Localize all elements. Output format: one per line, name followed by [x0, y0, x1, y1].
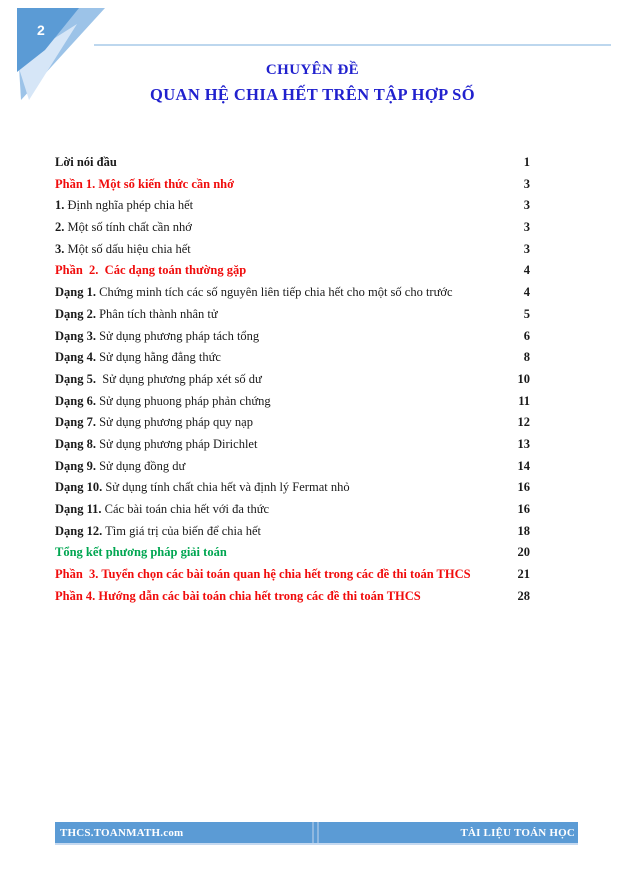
document-title: [0, 59, 625, 109]
footer-bar: [55, 822, 578, 845]
toc-entry-title: Phân tích thành nhân tử: [95, 306, 218, 321]
page-number: 2: [37, 22, 45, 38]
toc-row: [55, 502, 530, 524]
toc-page-number: 18: [517, 523, 530, 538]
toc-entry-prefix: Phần 2. Các dạng toán thường gặp: [55, 263, 247, 278]
toc-page-number: 3: [523, 198, 530, 213]
toc-entry-prefix: Phần 4. Hướng dẫn các bài toán chia hết trong các đề thi toán THCS: [55, 588, 421, 603]
toc-entry-text: [55, 329, 484, 344]
toc-row: [55, 263, 530, 285]
toc-entry-text: [55, 589, 484, 604]
toc-row: [55, 329, 530, 351]
toc-entry-prefix: Dạng 10.: [55, 480, 103, 495]
toc-row: [55, 307, 530, 329]
toc-entry-title: Các bài toán chia hết với đa thức: [101, 502, 270, 516]
toc-entry-prefix: 3.: [55, 241, 65, 256]
toc-entry-title: Một số dấu hiệu chia hết: [64, 241, 191, 256]
toc-page-number: 4: [523, 285, 530, 300]
toc-entry-prefix: Dạng 2.: [55, 306, 96, 321]
toc-entry-text: [55, 502, 484, 517]
toc-entry-text: [55, 372, 484, 387]
toc-entry-text: [55, 307, 484, 322]
toc-page-number: 11: [518, 393, 530, 408]
toc-row: [55, 394, 530, 416]
toc-row: [55, 242, 530, 264]
toc-entry-title: Chứng minh tích các số nguyên liên tiếp chia hết cho một số cho trước: [95, 285, 453, 300]
toc-entry-prefix: Lời nói đầu: [55, 155, 117, 169]
toc-entry-title: Sử dụng phuong pháp phản chứng: [95, 393, 271, 408]
toc-entry-text: [55, 567, 484, 582]
toc-page-number: 14: [517, 458, 530, 473]
toc-page-number: 8: [523, 350, 530, 365]
toc-page-number: 12: [517, 415, 530, 430]
toc-entry-title: Sử dụng đồng dư: [95, 458, 186, 473]
toc-row: [55, 155, 530, 177]
toc-entry-text: [55, 220, 484, 235]
toc-page-number: 3: [523, 241, 530, 256]
toc-row: [55, 177, 530, 199]
toc-entry-prefix: 1.: [55, 198, 65, 213]
toc-entry-text: [55, 415, 484, 430]
toc-row: [55, 415, 530, 437]
toc-entry-prefix: Dạng 3.: [55, 328, 96, 343]
toc-entry-text: [55, 437, 484, 452]
toc-entry-prefix: Dạng 6.: [55, 393, 96, 408]
toc-entry-prefix: Dạng 12.: [55, 523, 103, 538]
toc-page-number: 16: [517, 480, 530, 495]
toc-page-number: 20: [517, 545, 530, 560]
toc-entry-text: [55, 242, 484, 257]
toc-row: [55, 524, 530, 546]
toc-page-number: 16: [517, 502, 530, 516]
toc-row: [55, 198, 530, 220]
toc-entry-text: [55, 285, 484, 300]
toc-page-number: 13: [517, 436, 530, 451]
title-line-2: QUAN HỆ CHIA HẾT TRÊN TẬP HỢP SỐ: [149, 85, 475, 104]
toc-entry-prefix: Dạng 7.: [55, 415, 96, 430]
toc-entry-text: [55, 480, 484, 495]
toc-entry-text: [55, 177, 484, 192]
toc-entry-prefix: Dạng 1.: [55, 285, 96, 300]
toc-row: [55, 372, 530, 394]
toc-entry-prefix: Dạng 5.: [55, 371, 96, 386]
toc-entry-title: Định nghĩa phép chia hết: [64, 198, 194, 213]
toc-entry-title: Sử dụng phương pháp xét số dư: [95, 371, 262, 386]
toc-page-number: 21: [517, 567, 530, 582]
title-line-1: CHUYÊN ĐỀ: [265, 62, 360, 78]
toc-entry-text: [55, 263, 484, 278]
toc-entry-title: Sử dụng tính chất chia hết và định lý Fermat nhỏ: [102, 480, 350, 495]
toc-entry-title: Một số tính chất cần nhớ: [64, 220, 192, 235]
toc-row: [55, 220, 530, 242]
toc-entry-title: Sử dụng phương pháp quy nạp: [95, 415, 253, 430]
toc-page-number: 5: [523, 306, 530, 321]
toc-row: [55, 437, 530, 459]
header-rule: [94, 44, 611, 46]
toc-entry-prefix: 2.: [55, 220, 65, 235]
toc-entry-prefix: Dạng 4.: [55, 350, 96, 365]
toc-entry-text: [55, 545, 484, 560]
toc-entry-prefix: Phần 3. Tuyển chọn các bài toán quan hệ chia hết trong các đề thi toán THCS: [55, 567, 471, 582]
toc-entry-title: Tìm giá trị của biến để chia hết: [102, 523, 261, 538]
toc-page-number: 3: [523, 176, 530, 191]
footer-site-label: THCS.TOANMATH.com: [60, 826, 184, 839]
footer-category-label: TÀI LIỆU TOÁN HỌC: [460, 826, 575, 839]
toc-row: [55, 459, 530, 481]
toc-page-number: 28: [517, 588, 530, 603]
toc-page-number: 4: [523, 263, 530, 278]
toc-row: [55, 567, 530, 589]
toc-entry-prefix: Dạng 8.: [55, 436, 96, 451]
toc-entry-prefix: Dạng 9.: [55, 458, 96, 473]
toc-entry-prefix: Phần 1. Một số kiến thức cần nhớ: [55, 176, 235, 191]
toc-entry-title: Sử dụng phương pháp tách tổng: [95, 328, 260, 343]
toc-page-number: 6: [523, 328, 530, 343]
toc-entry-text: [55, 459, 484, 474]
toc-entry-prefix: Tổng kết phương pháp giải toán: [55, 545, 227, 560]
toc-entry-text: [55, 350, 484, 365]
toc-entry-prefix: Dạng 11.: [55, 502, 102, 516]
toc-row: [55, 480, 530, 502]
toc-row: [55, 545, 530, 567]
footer-divider: [317, 822, 319, 843]
toc-page-number: 3: [523, 220, 530, 235]
toc-page-number: 1: [523, 155, 530, 169]
toc-row: [55, 589, 530, 611]
toc-row: [55, 285, 530, 307]
toc-entry-text: [55, 524, 484, 539]
footer-divider: [312, 822, 314, 843]
toc-entry-title: Sử dụng hằng đẳng thức: [95, 350, 221, 365]
toc-entry-title: Sử dụng phương pháp Dirichlet: [95, 436, 258, 451]
toc-entry-text: [55, 155, 484, 170]
toc-page-number: 10: [517, 371, 530, 386]
toc-entry-text: [55, 198, 484, 213]
toc-entry-text: [55, 394, 484, 409]
toc-row: [55, 350, 530, 372]
table-of-contents: [55, 155, 530, 610]
